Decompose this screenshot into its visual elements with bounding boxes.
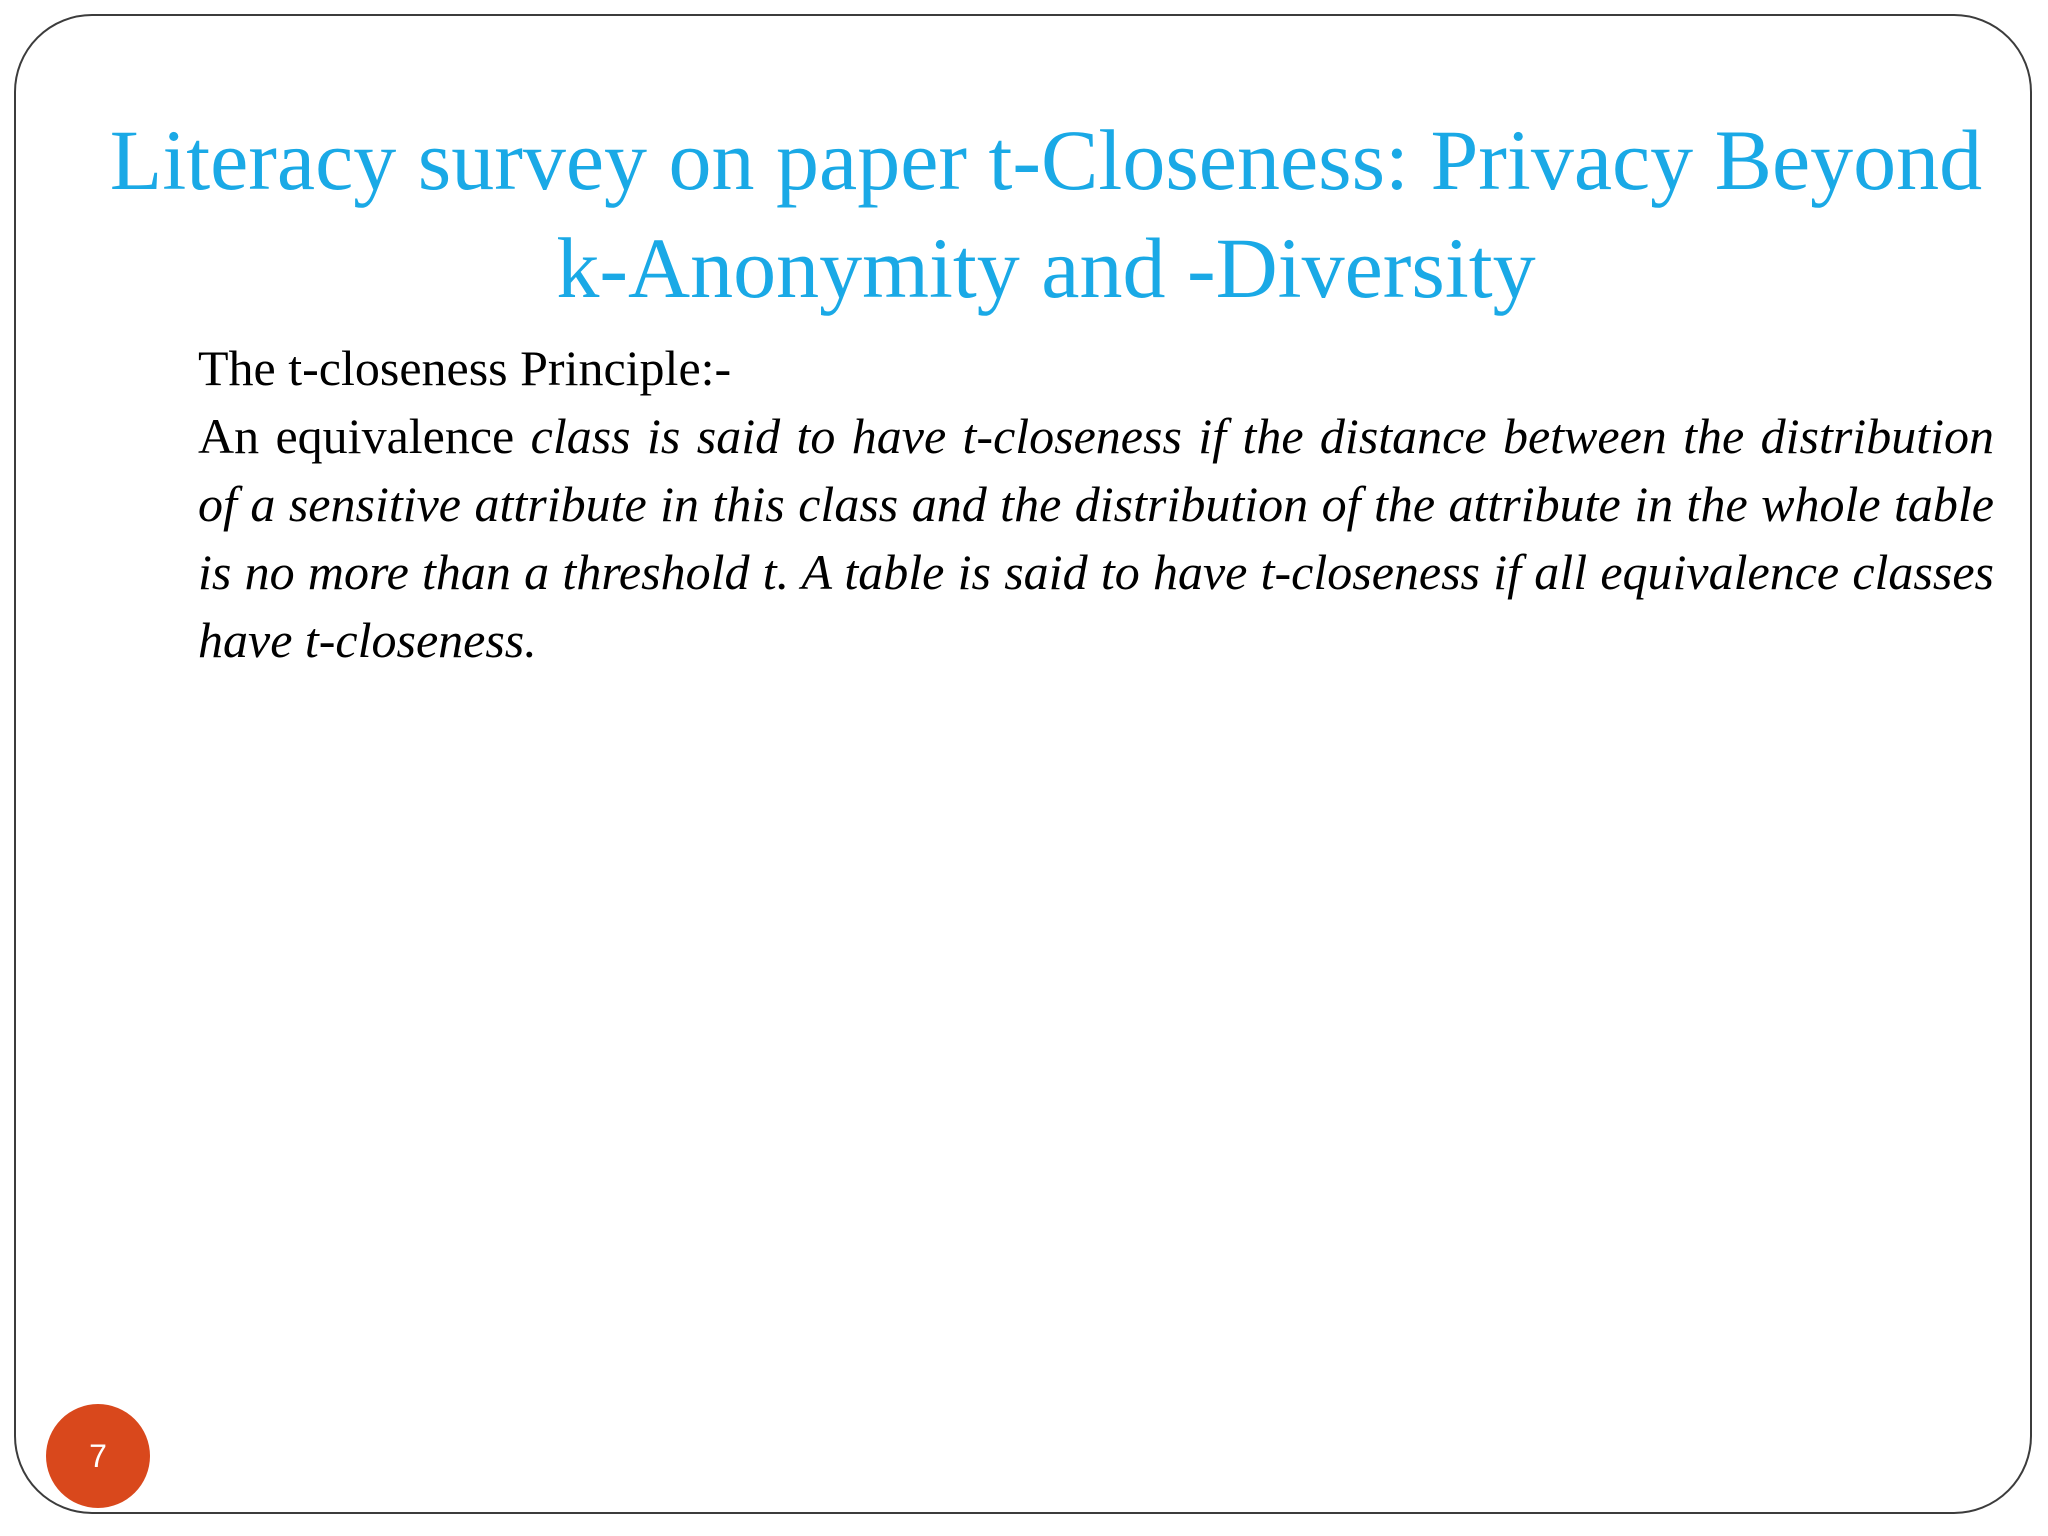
definition-italic-text: class is said to have t-closeness if the distance between the distribution of a sensitive attribute in this class and the distribution of the attribute in the whole table is no more than a threshold t. A table is said to have t-closeness if all equivalence classes have t-closeness. (198, 408, 1994, 668)
definition-lead-text: An equivalence (198, 408, 531, 464)
page-number-badge: 7 (46, 1404, 150, 1508)
principle-heading: The t-closeness Principle:- (198, 340, 732, 396)
principle-definition (198, 402, 1994, 674)
slide-frame (14, 14, 2032, 1514)
slide-title: Literacy survey on paper t-Closeness: Privacy Beyond k-Anonymity and -Diversity (109, 112, 1983, 316)
slide-body (198, 334, 1994, 674)
